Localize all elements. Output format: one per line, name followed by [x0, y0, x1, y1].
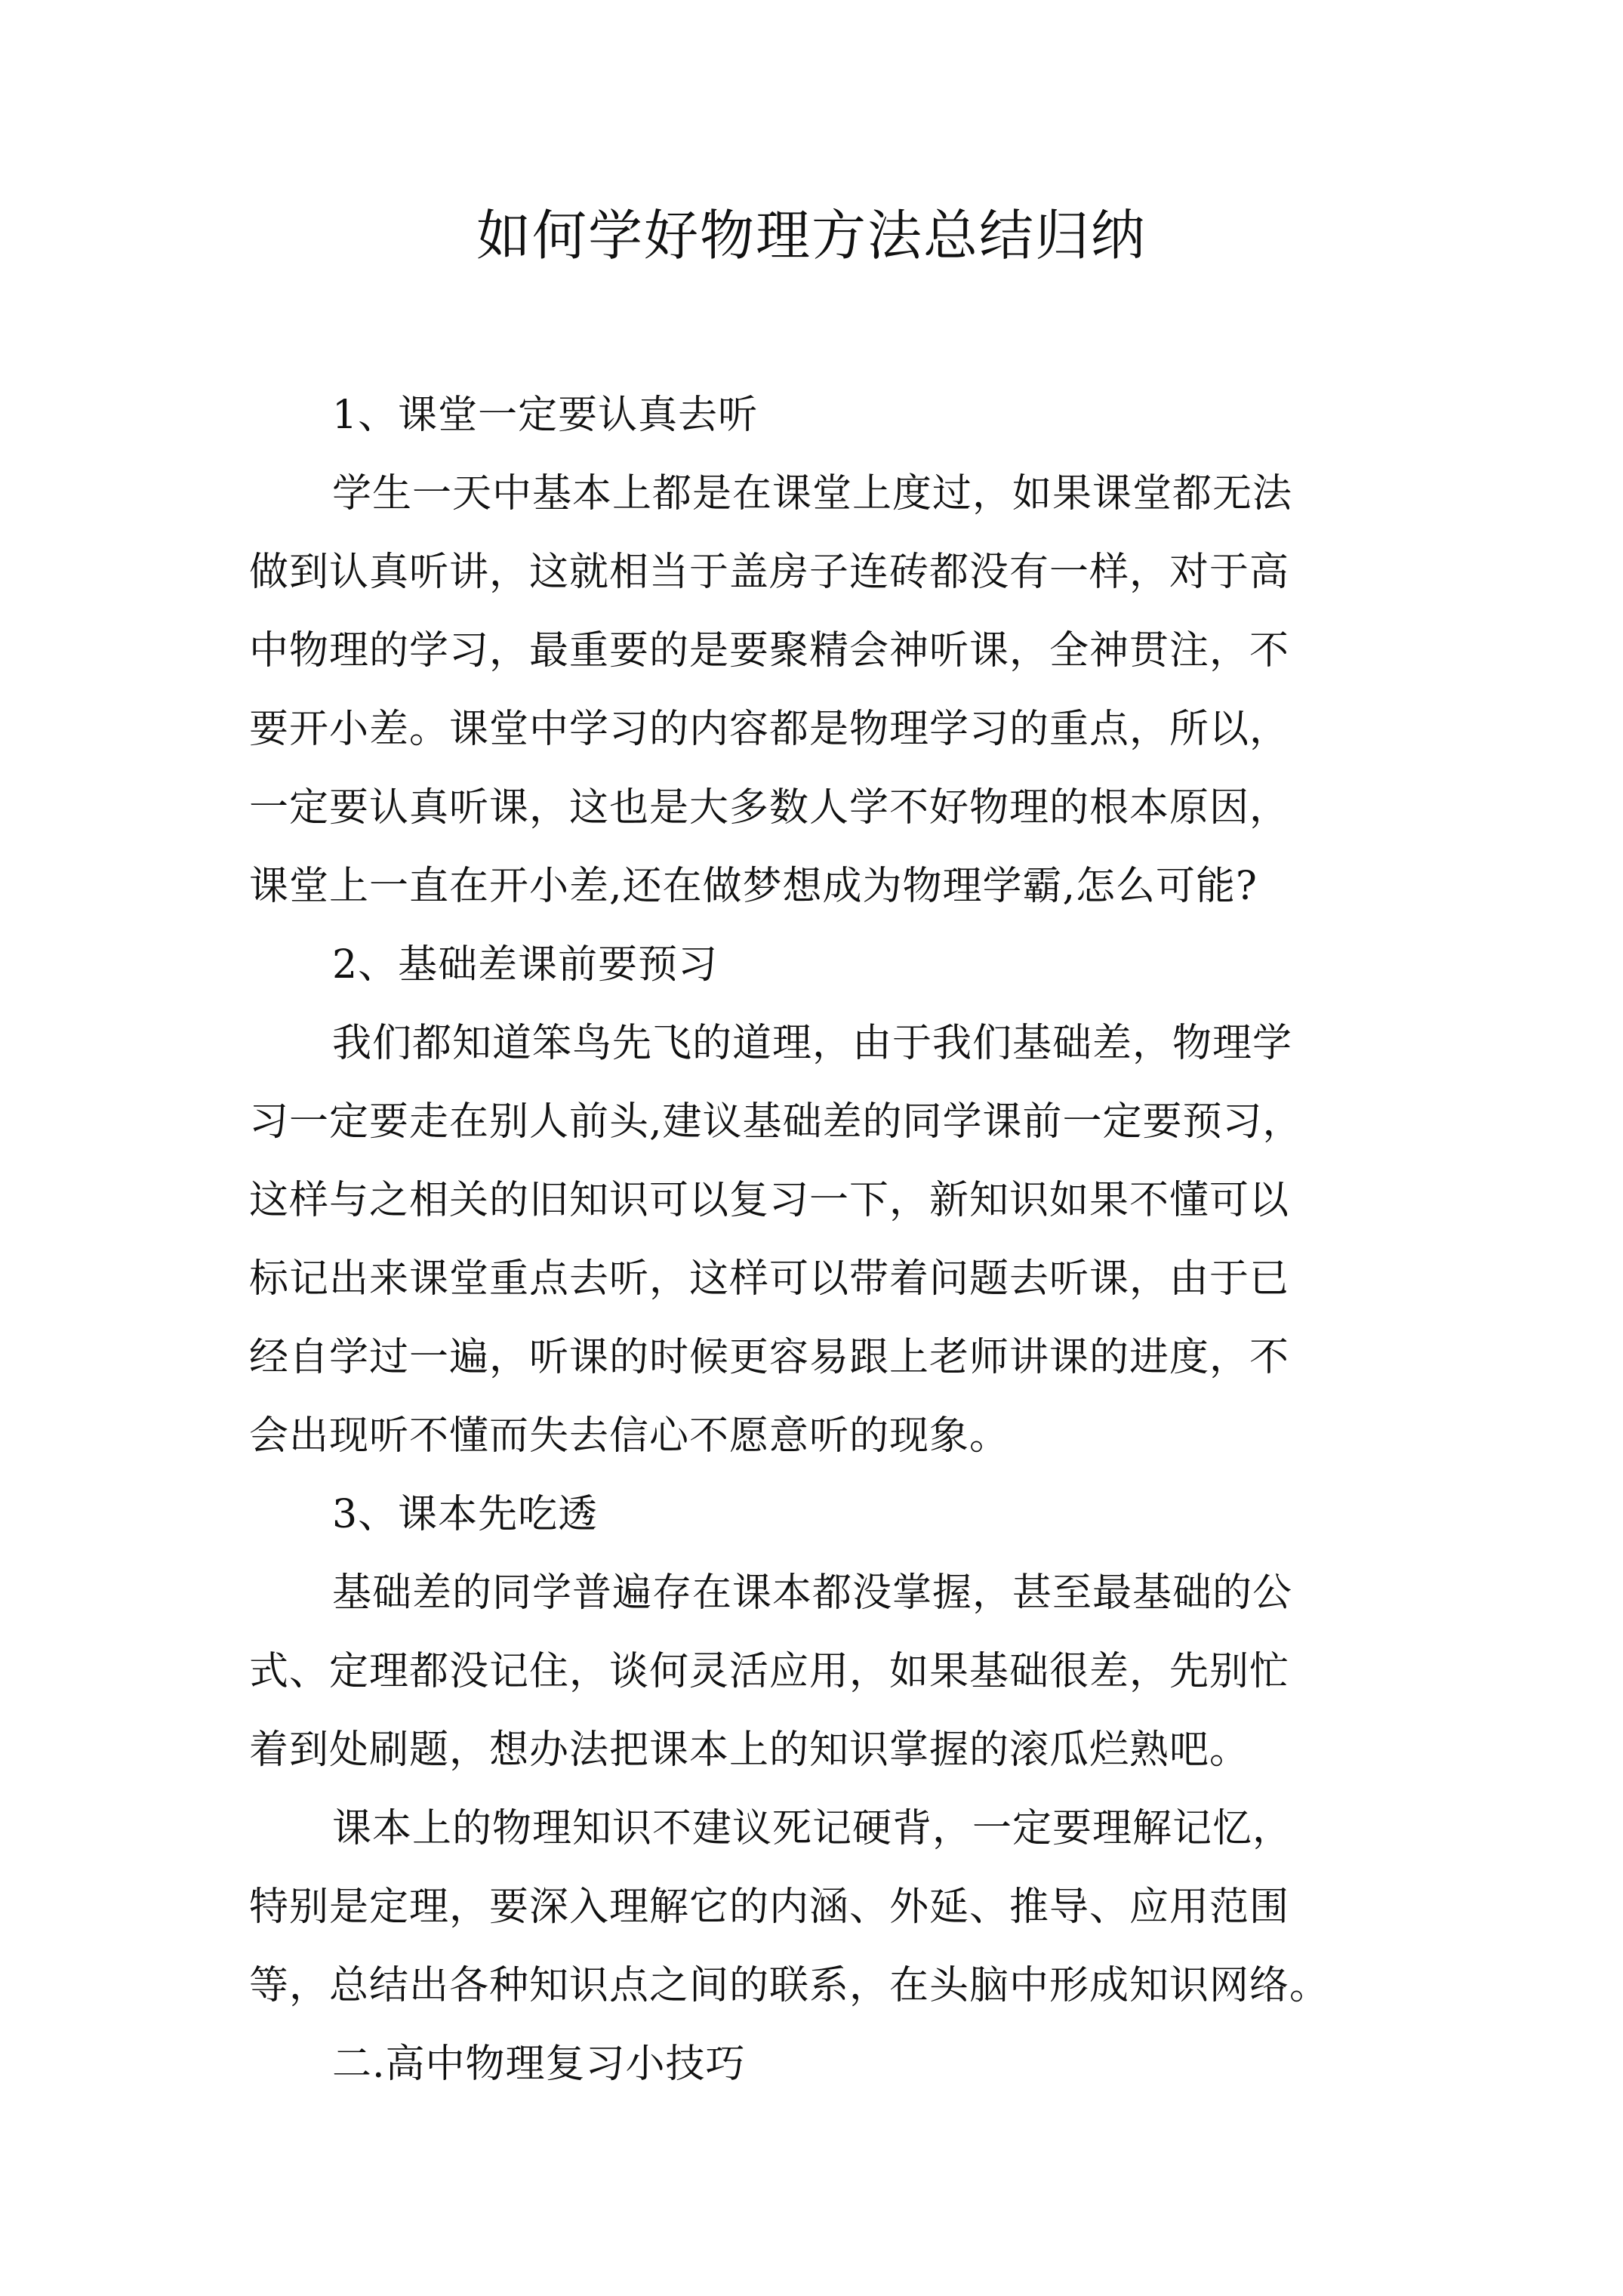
- paragraph-line: 课堂上一直在开小差,还在做梦想成为物理学霸,怎么可能?: [249, 864, 1258, 909]
- paragraph-line: 这样与之相关的旧知识可以复习一下，新知识如果不懂可以: [249, 1178, 1290, 1223]
- heading-1: 1、课堂一定要认真去听: [332, 393, 759, 438]
- paragraph-line: 我们都知道笨鸟先飞的道理，由于我们基础差，物理学: [332, 1021, 1293, 1066]
- document-title: 如何学好物理方法总结归纳: [476, 204, 1147, 267]
- paragraph-line: 基础差的同学普遍存在课本都没掌握，甚至最基础的公: [332, 1570, 1293, 1616]
- paragraph-line: 经自学过一遍，听课的时候更容易跟上老师讲课的进度，不: [249, 1335, 1290, 1380]
- paragraph-line: 式、定理都没记住，谈何灵活应用，如果基础很差，先别忙: [249, 1649, 1290, 1694]
- paragraph-line: 会出现听不懂而失去信心不愿意听的现象。: [249, 1413, 1010, 1459]
- heading-2: 2、基础差课前要预习: [332, 942, 719, 988]
- paragraph-line: 学生一天中基本上都是在课堂上度过，如果课堂都无法: [332, 471, 1293, 516]
- paragraph-line: 要开小差。课堂中学习的内容都是物理学习的重点，所以，: [249, 707, 1290, 752]
- section-heading: 二.高中物理复习小技巧: [332, 2042, 746, 2087]
- paragraph-line: 标记出来课堂重点去听，这样可以带着问题去听课，由于已: [249, 1256, 1290, 1302]
- paragraph-line: 着到处刷题，想办法把课本上的知识掌握的滚瓜烂熟吧。: [249, 1727, 1250, 1773]
- paragraph-line: 一定要认真听课，这也是大多数人学不好物理的根本原因，: [249, 785, 1290, 831]
- paragraph-line: 中物理的学习，最重要的是要聚精会神听课，全神贯注，不: [249, 628, 1290, 673]
- paragraph-line: 习一定要走在别人前头,建议基础差的同学课前一定要预习，: [249, 1099, 1303, 1145]
- document-body: [249, 376, 1381, 2103]
- paragraph-line: 课本上的物理知识不建议死记硬背，一定要理解记忆，: [332, 1806, 1293, 1851]
- paragraph-line: 特别是定理，要深入理解它的内涵、外延、推导、应用范围: [249, 1885, 1290, 1930]
- heading-3: 3、课本先吃透: [332, 1492, 599, 1537]
- paragraph-line: 做到认真听讲，这就相当于盖房子连砖都没有一样，对于高: [249, 550, 1290, 595]
- paragraph-line: 等，总结出各种知识点之间的联系，在头脑中形成知识网络。: [249, 1963, 1330, 2008]
